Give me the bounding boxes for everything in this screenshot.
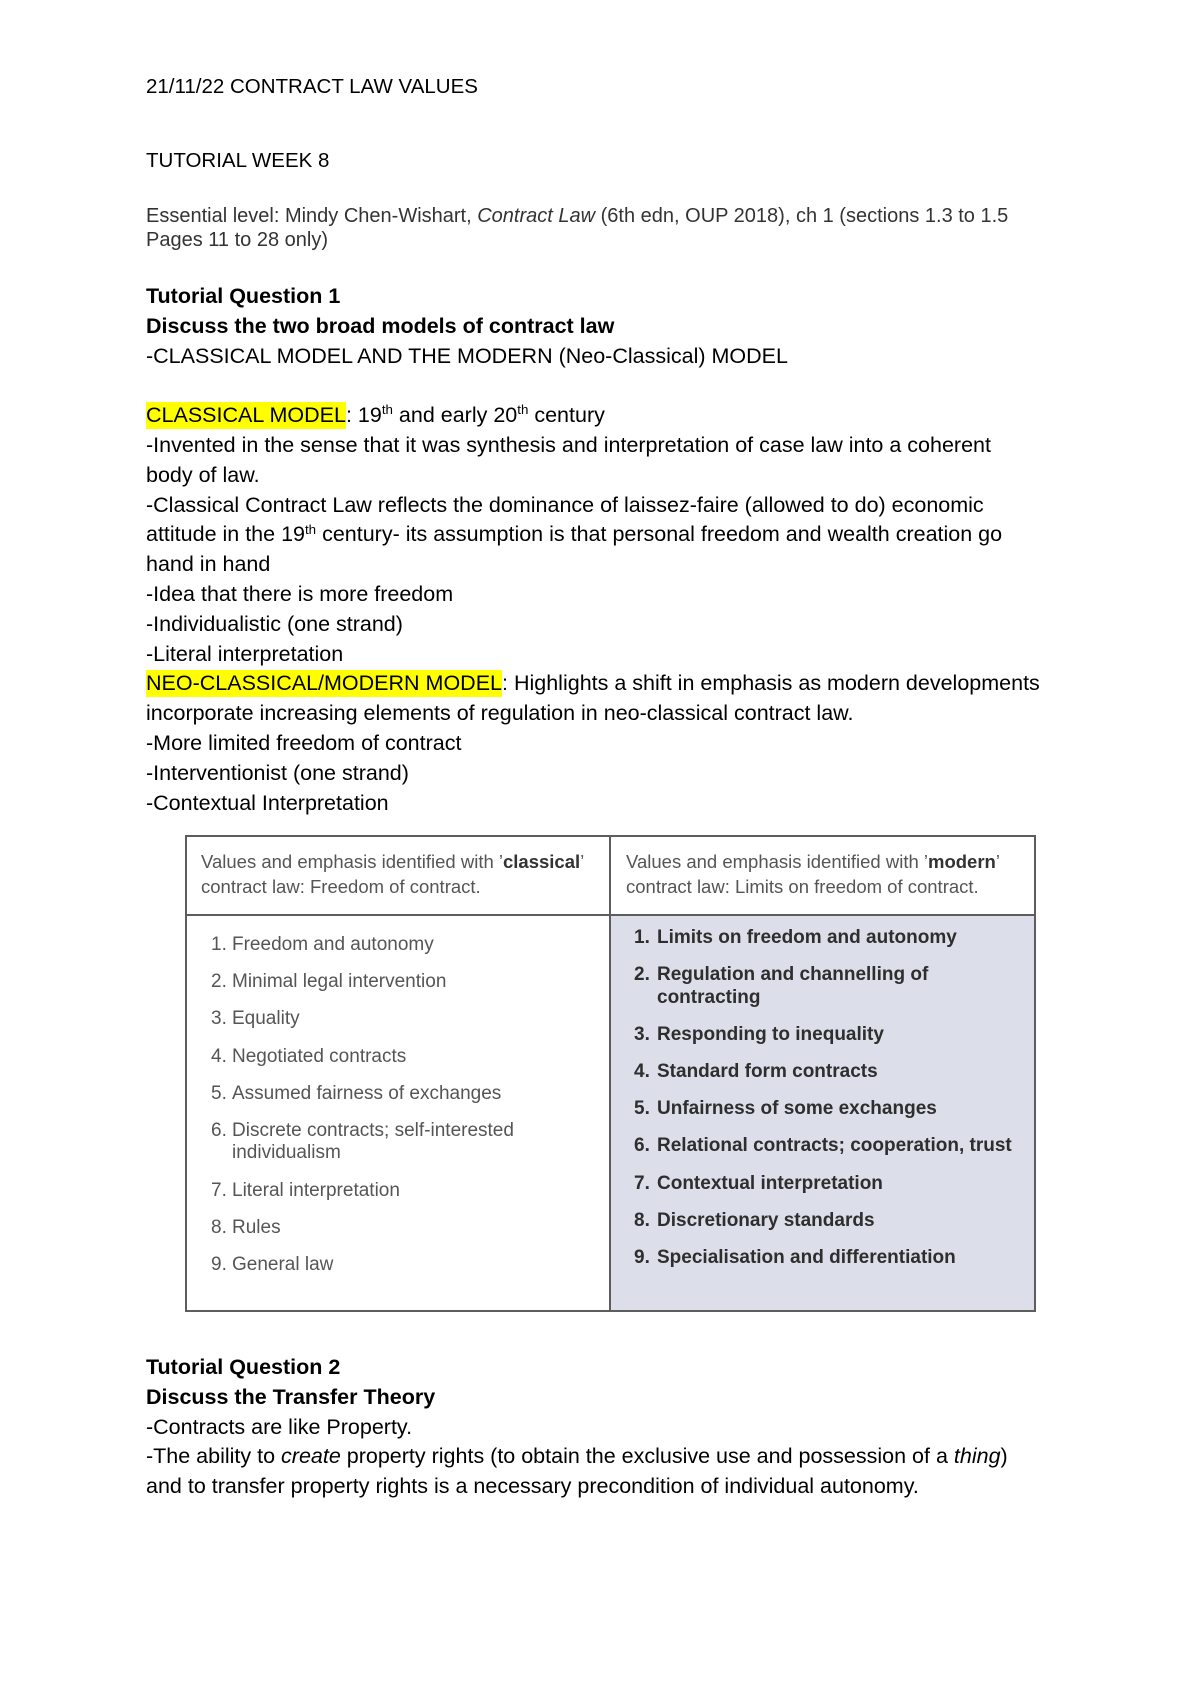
modern-point: -More limited freedom of contract xyxy=(146,730,462,755)
item-text xyxy=(657,1135,1012,1158)
tutorial-question-2 xyxy=(146,1353,1008,1502)
transfer-point xyxy=(146,1442,1008,1472)
list-item xyxy=(211,1120,514,1165)
question-title: Tutorial Question 2 xyxy=(146,1355,341,1379)
transfer-point-text: property rights (to obtain the exclusive use and possession of a xyxy=(340,1444,954,1469)
classical-model-period: century xyxy=(528,403,605,428)
item-text xyxy=(657,1024,884,1047)
header-keyword: classical xyxy=(503,851,581,872)
models-overview: -CLASSICAL MODEL AND THE MODERN (Neo-Classical) MODEL xyxy=(146,343,788,368)
item-line: Specialisation and differentiation xyxy=(657,1247,956,1268)
header-divider xyxy=(187,914,1034,916)
item-number: 2. xyxy=(634,964,650,986)
classical-point: -Literal interpretation xyxy=(146,641,344,666)
classical-model-period: : 19 xyxy=(345,403,382,428)
item-text xyxy=(657,1247,956,1270)
header-keyword: modern xyxy=(928,851,996,872)
item-number: 2. xyxy=(211,971,227,993)
header-line: contract law: Freedom of contract. xyxy=(201,876,481,897)
item-text xyxy=(232,1046,406,1069)
classical-point-text: attitude in the 19 xyxy=(146,522,305,547)
classical-point: -Individualistic (one strand) xyxy=(146,611,403,636)
transfer-point: and to transfer property rights is a necessary precondition of individual autonomy. xyxy=(146,1474,919,1499)
header-text: ’ xyxy=(995,851,1000,872)
item-number: 7. xyxy=(211,1179,227,1201)
item-text xyxy=(232,971,446,994)
header-text: Values and emphasis identified with ’ xyxy=(201,851,503,872)
item-text xyxy=(232,1120,514,1165)
list-item xyxy=(211,1180,514,1203)
item-number: 3. xyxy=(211,1008,227,1030)
item-text xyxy=(657,1061,878,1084)
item-number: 5. xyxy=(211,1082,227,1104)
question-prompt: Discuss the two broad models of contract law xyxy=(146,313,615,338)
header-line: contract law: Limits on freedom of contract. xyxy=(626,876,979,897)
list-item xyxy=(634,1098,1012,1121)
classical-point xyxy=(146,520,1040,550)
item-line: Negotiated contracts xyxy=(232,1045,407,1067)
list-item xyxy=(634,964,1012,1009)
item-line: General law xyxy=(232,1254,334,1275)
blank-line xyxy=(146,371,1040,401)
transfer-point-text: ) xyxy=(1000,1444,1008,1469)
item-text xyxy=(657,1173,883,1196)
classical-values-list xyxy=(211,934,514,1291)
item-number: 8. xyxy=(634,1209,650,1231)
reading-book-title: Contract Law xyxy=(477,205,596,227)
list-item xyxy=(211,1083,514,1106)
item-number: 3. xyxy=(634,1023,650,1045)
classical-column-header xyxy=(201,849,584,899)
reading-pages: Pages 11 to 28 only) xyxy=(146,229,328,251)
item-text xyxy=(232,1008,300,1031)
item-line: Minimal legal intervention xyxy=(232,971,447,993)
list-item xyxy=(634,1061,1012,1084)
item-number: 8. xyxy=(211,1216,227,1238)
item-line: Limits on freedom and autonomy xyxy=(657,927,957,948)
item-text xyxy=(232,1217,281,1240)
item-number: 6. xyxy=(211,1119,227,1141)
emphasis-word: thing xyxy=(953,1444,1001,1469)
classical-model-label: CLASSICAL MODEL xyxy=(146,403,346,428)
item-line: Regulation and channelling of xyxy=(657,964,929,986)
modern-model-label: NEO-CLASSICAL/MODERN MODEL xyxy=(146,671,503,696)
classical-point-text: century- its assumption is that personal freedom and wealth creation go xyxy=(316,522,1003,547)
header-line xyxy=(201,849,584,874)
item-text xyxy=(657,964,928,1009)
list-item xyxy=(634,927,1012,950)
item-number: 7. xyxy=(634,1172,650,1194)
item-line: Contextual interpretation xyxy=(657,1172,883,1194)
list-item xyxy=(211,1254,514,1277)
list-item xyxy=(211,1008,514,1031)
item-line: Discrete contracts; self-interested xyxy=(232,1119,514,1141)
item-line: Rules xyxy=(232,1216,281,1238)
ordinal-suffix: th xyxy=(381,402,393,418)
ordinal-suffix: th xyxy=(517,402,529,418)
list-item xyxy=(211,971,514,994)
item-line: individualism xyxy=(232,1142,341,1164)
modern-column-header xyxy=(626,849,1000,899)
modern-model-description: : Highlights a shift in emphasis as modern developments xyxy=(502,671,1040,696)
list-item xyxy=(634,1173,1012,1196)
classical-point: -Idea that there is more freedom xyxy=(146,581,454,606)
classical-point: hand in hand xyxy=(146,552,271,577)
ordinal-suffix: th xyxy=(304,521,317,537)
values-comparison-table xyxy=(185,835,1036,1312)
list-item xyxy=(634,1024,1012,1047)
tutorial-week-heading: TUTORIAL WEEK 8 xyxy=(146,149,330,172)
item-line: Responding to inequality xyxy=(657,1023,884,1045)
list-item xyxy=(634,1135,1012,1158)
classical-model-heading xyxy=(146,401,1040,431)
item-number: 4. xyxy=(634,1061,650,1083)
item-line: Unfairness of some exchanges xyxy=(657,1098,937,1120)
item-text xyxy=(657,1210,875,1233)
document-title: 21/11/22 CONTRACT LAW VALUES xyxy=(146,75,478,98)
item-line: Literal interpretation xyxy=(232,1179,400,1201)
item-line: Standard form contracts xyxy=(657,1061,878,1083)
item-number: 4. xyxy=(211,1045,227,1067)
tutorial-question-1 xyxy=(146,282,1040,818)
modern-point: incorporate increasing elements of regulation in neo-classical contract law. xyxy=(146,701,854,726)
item-text xyxy=(232,1180,400,1203)
list-item xyxy=(634,1247,1012,1270)
list-item xyxy=(211,1217,514,1240)
item-number: 9. xyxy=(211,1254,227,1275)
item-number: 6. xyxy=(634,1135,650,1157)
item-line: Freedom and autonomy xyxy=(232,934,434,955)
item-text xyxy=(232,1254,333,1277)
classical-model-period: and early 20 xyxy=(392,403,518,428)
classical-point: body of law. xyxy=(146,462,260,487)
emphasis-word: create xyxy=(281,1444,341,1469)
reading-line-1 xyxy=(146,204,1008,228)
list-item xyxy=(211,934,514,957)
item-line: contracting xyxy=(657,986,761,1008)
item-line: Relational contracts; cooperation, trust xyxy=(657,1135,1012,1157)
item-number: 5. xyxy=(634,1098,650,1120)
modern-point: -Interventionist (one strand) xyxy=(146,760,409,785)
item-text xyxy=(232,934,434,957)
header-text: ’ xyxy=(580,851,585,872)
reading-text: (6th edn, OUP 2018), ch 1 (sections 1.3 to 1.5 xyxy=(595,205,1009,227)
item-line: Discretionary standards xyxy=(657,1209,875,1231)
item-text xyxy=(232,1083,501,1106)
modern-point: -Contextual Interpretation xyxy=(146,790,389,815)
reading-text: Essential level: Mindy Chen-Wishart, xyxy=(146,205,478,227)
list-item xyxy=(634,1210,1012,1233)
modern-model-heading xyxy=(146,669,1040,699)
item-text xyxy=(657,927,957,950)
classical-point: -Invented in the sense that it was synthesis and interpretation of case law into a coherent xyxy=(146,432,991,457)
column-divider xyxy=(609,837,611,1310)
essential-reading xyxy=(146,204,1008,252)
question-prompt: Discuss the Transfer Theory xyxy=(146,1384,436,1409)
question-title: Tutorial Question 1 xyxy=(146,284,341,308)
item-number: 9. xyxy=(634,1247,650,1268)
list-item xyxy=(211,1046,514,1069)
header-text: Values and emphasis identified with ’ xyxy=(626,851,928,872)
modern-values-list xyxy=(634,927,1012,1284)
transfer-point-text: -The ability to xyxy=(146,1444,282,1469)
transfer-point: -Contracts are like Property. xyxy=(146,1414,413,1439)
item-line: Equality xyxy=(232,1008,300,1030)
item-line: Assumed fairness of exchanges xyxy=(232,1082,502,1104)
item-text xyxy=(657,1098,937,1121)
header-line xyxy=(626,849,1000,874)
item-number: 1. xyxy=(634,927,650,948)
item-number: 1. xyxy=(211,934,227,955)
classical-point: -Classical Contract Law reflects the dominance of laissez-faire (allowed to do) economic xyxy=(146,492,984,517)
